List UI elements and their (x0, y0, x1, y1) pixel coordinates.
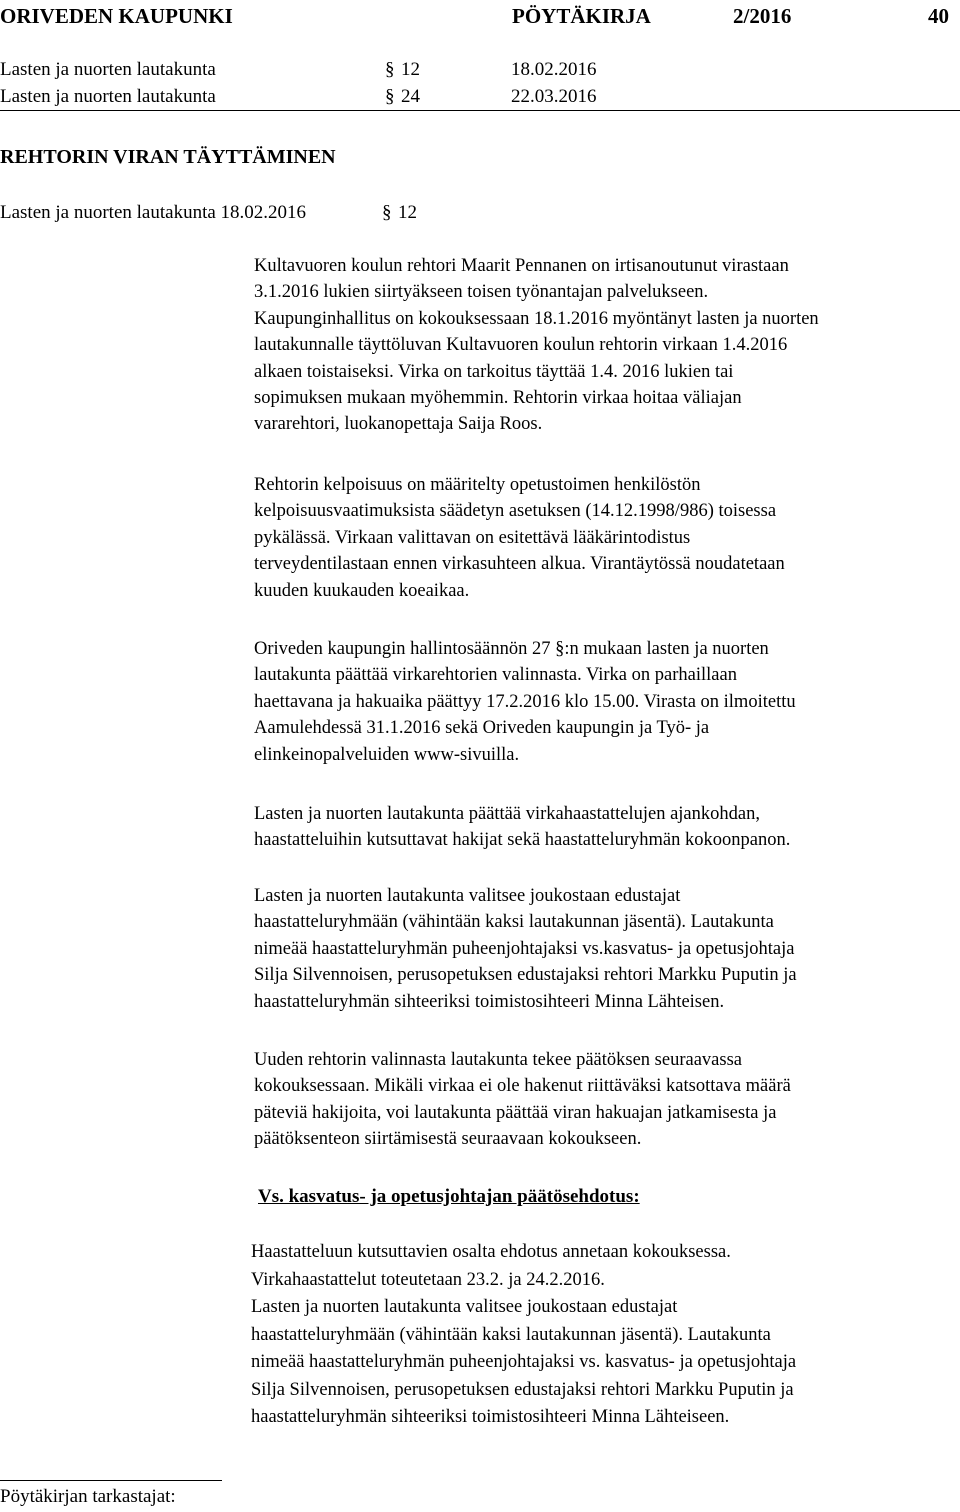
text-line: Kultavuoren koulun rehtori Maarit Pennanen on irtisanoutunut virastaan (254, 256, 789, 276)
text-line: sopimuksen mukaan myöhemmin. Rehtorin virkaa hoitaa väliajan (254, 388, 742, 409)
text-line: nimeää haastatteluryhmän puheenjohtajaksi vs. kasvatus- ja opetusjohtaja (251, 1352, 797, 1372)
text-line: Oriveden kaupungin hallintosäännön 27 §:n mukaan lasten ja nuorten (254, 639, 769, 659)
text-line: Virkahaastattelut toteutetaan 23.2. ja 24.2.2016. (251, 1269, 605, 1290)
page-number: 40 (928, 4, 949, 28)
document-header (0, 0, 960, 38)
text-line: kokouksessaan. Mikäli virkaa ei ole hakenut riittäväksi katsottava määrä (254, 1076, 791, 1097)
reference-body: Lasten ja nuorten lautakunta 18.02.2016 (0, 202, 307, 223)
proposal-heading: Vs. kasvatus- ja opetusjohtajan päätösehdotus: (258, 1186, 640, 1207)
header-divider (0, 110, 960, 111)
document-number: 2/2016 (733, 4, 792, 28)
history-section: 24 (401, 86, 420, 107)
document-type: PÖYTÄKIRJA (512, 4, 651, 28)
text-line: nimeää haastatteluryhmän puheenjohtajaksi vs.kasvatus- ja opetusjohtaja (254, 938, 795, 959)
history-body: Lasten ja nuorten lautakunta (0, 86, 216, 107)
text-line: päätöksenteon siirtämisestä seuraavaan kokoukseen. (254, 1129, 642, 1150)
text-line: Aamulehdessä 31.1.2016 sekä Oriveden kaupungin ja Työ- ja (254, 718, 710, 739)
paragraph (254, 472, 960, 604)
text-line: Haastatteluun kutsuttavien osalta ehdotus annetaan kokouksessa. (251, 1242, 731, 1262)
paragraph (254, 801, 960, 854)
history-date: 22.03.2016 (511, 86, 597, 107)
reference-section: 12 (398, 202, 417, 223)
paragraph (254, 883, 960, 1015)
organization-name: ORIVEDEN KAUPUNKI (0, 4, 233, 28)
text-line: haastatteluihin kutsuttavat hakijat sekä haastatteluryhmän kokoonpanon. (254, 830, 791, 851)
text-line: Silja Silvennoisen, perusopetuksen edustajaksi rehtori Markku Puputin ja (254, 965, 797, 986)
paragraph (254, 253, 960, 438)
text-line: Lasten ja nuorten lautakunta valitsee joukostaan edustajat (254, 886, 681, 906)
footer-divider (0, 1480, 222, 1481)
section-mark: § (385, 86, 395, 107)
text-line: Lasten ja nuorten lautakunta päättää virkahaastattelujen ajankohdan, (254, 804, 760, 824)
footer-label: Pöytäkirjan tarkastajat: (0, 1486, 176, 1507)
text-line: haettavana ja hakuaika päättyy 17.2.2016 klo 15.00. Virasta on ilmoitettu (254, 691, 796, 712)
text-line: alkaen toistaiseksi. Virka on tarkoitus täyttää 1.4. 2016 lukien tai (254, 361, 734, 382)
text-line: haastatteluryhmän sihteeriksi toimistosihteeri Minna Lähteisen. (254, 991, 725, 1012)
text-line: kelpoisuusvaatimuksista säädetyn asetuksen (14.12.1998/986) toisessa (254, 501, 777, 522)
paragraph (254, 1047, 960, 1153)
history-date: 18.02.2016 (511, 59, 597, 80)
section-mark: § (385, 59, 395, 80)
text-line: terveydentilastaan ennen virkasuhteen alkua. Virantäytössä noudatetaan (254, 554, 785, 575)
proposal-text (251, 1239, 960, 1432)
history-body: Lasten ja nuorten lautakunta (0, 59, 216, 80)
text-line: lautakunta päättää virkarehtorien valinnasta. Virka on parhaillaan (254, 665, 737, 686)
text-line: Lasten ja nuorten lautakunta valitsee joukostaan edustajat (251, 1297, 678, 1317)
text-line: kuuden kuukauden koeaikaa. (254, 580, 470, 601)
text-line: Uuden rehtorin valinnasta lautakunta tekee päätöksen seuraavassa (254, 1050, 743, 1070)
text-line: haastatteluryhmän sihteeriksi toimistosihteeri Minna Lähteiseen. (251, 1407, 730, 1427)
text-line: haastatteluryhmään (vähintään kaksi lautakunnan jäsentä). Lautakunta (251, 1324, 771, 1345)
section-mark: § (382, 202, 392, 223)
text-line: Rehtorin kelpoisuus on määritelty opetustoimen henkilöstön (254, 475, 701, 495)
text-line: pykälässä. Virkaan valittavan on esitettävä lääkärintodistus (254, 527, 691, 548)
text-line: haastatteluryhmään (vähintään kaksi lautakunnan jäsentä). Lautakunta (254, 912, 774, 933)
text-line: elinkeinopalveluiden www-sivuilla. (254, 744, 520, 765)
text-line: päteviä hakijoita, voi lautakunta päättää viran hakuajan jatkamisesta ja (254, 1102, 777, 1123)
text-line: Kaupunginhallitus on kokouksessaan 18.1.2016 myöntänyt lasten ja nuorten (254, 308, 819, 329)
text-line: lautakunnalle täyttöluvan Kultavuoren koulun rehtorin virkaan 1.4.2016 (254, 335, 788, 356)
text-line: Silja Silvennoisen, perusopetuksen edustajaksi rehtori Markku Puputin ja (251, 1379, 794, 1400)
text-line: 3.1.2016 lukien siirtyäkseen toisen työnantajan palvelukseen. (254, 282, 709, 303)
section-title: REHTORIN VIRAN TÄYTTÄMINEN (0, 146, 336, 168)
text-line: vararehtori, luokanopettaja Saija Roos. (254, 414, 543, 435)
history-section: 12 (401, 59, 420, 80)
paragraph (254, 636, 960, 768)
